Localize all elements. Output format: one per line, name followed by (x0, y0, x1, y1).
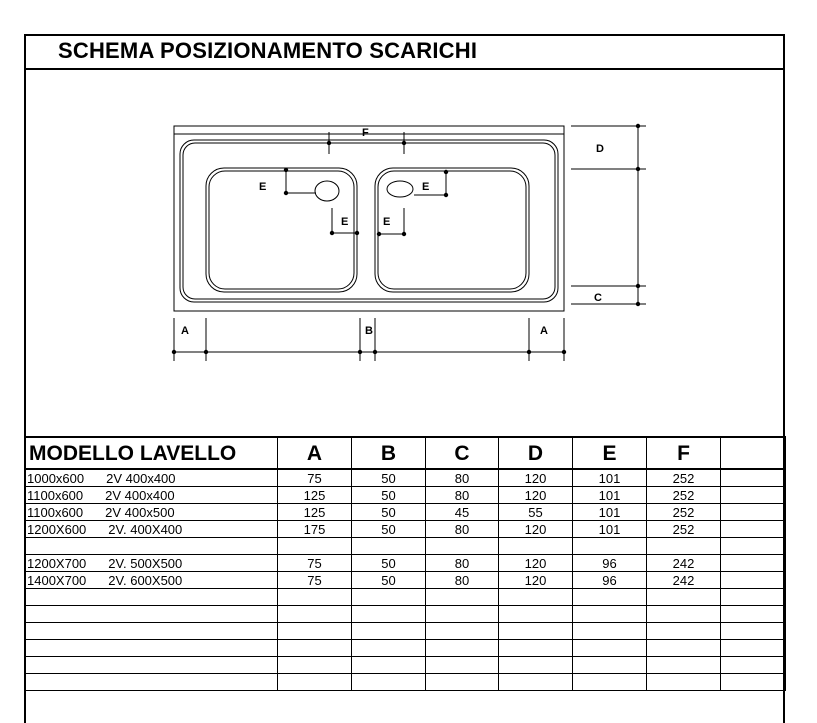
cell-f (647, 606, 721, 623)
cell-b (352, 674, 426, 691)
sink-diagram-svg (26, 68, 783, 434)
model-variant: 2V 400x400 (106, 470, 176, 486)
page-title: SCHEMA POSIZIONAMENTO SCARICHI (58, 38, 478, 63)
cell-c (426, 623, 499, 640)
model-size: 1100x600 (27, 504, 84, 520)
col-header-f: F (647, 437, 721, 469)
cell-a (278, 640, 352, 657)
model-size: 1200X600 (27, 521, 87, 537)
sink-drain-diagram (26, 68, 783, 434)
cell-extra (721, 555, 786, 572)
cell-e (573, 674, 647, 691)
cell-f: 242 (647, 555, 721, 572)
table-row (25, 589, 786, 606)
cell-e (573, 606, 647, 623)
cell-b (352, 589, 426, 606)
cell-d: 55 (499, 504, 573, 521)
cell-d (499, 623, 573, 640)
col-header-c: C (426, 437, 499, 469)
right-drain-hole (387, 181, 413, 197)
cell-extra (721, 606, 786, 623)
cell-b: 50 (352, 555, 426, 572)
cell-a: 75 (278, 572, 352, 589)
table-row (25, 572, 786, 589)
model-variant: 2V 400x500 (105, 504, 175, 520)
cell-f: 252 (647, 521, 721, 538)
cell-extra (721, 674, 786, 691)
table-row (25, 487, 786, 504)
cell-f (647, 538, 721, 555)
cell-e: 101 (573, 504, 647, 521)
table-row (25, 623, 786, 640)
cell-c: 80 (426, 469, 499, 487)
cell-extra (721, 521, 786, 538)
col-header-model: MODELLO LAVELLO (25, 437, 278, 469)
table-row (25, 555, 786, 572)
cell-e (573, 640, 647, 657)
cell-model (25, 555, 278, 572)
cell-c (426, 589, 499, 606)
cell-model (25, 640, 278, 657)
cell-b (352, 538, 426, 555)
dim-label-d: D (596, 143, 604, 155)
col-header-a: A (278, 437, 352, 469)
sink-outline (174, 126, 564, 311)
cell-a (278, 674, 352, 691)
cell-a (278, 606, 352, 623)
cell-c (426, 538, 499, 555)
col-header-extra (721, 437, 786, 469)
model-size: 1100x600 (27, 487, 84, 503)
cell-f: 252 (647, 487, 721, 504)
cell-model (25, 674, 278, 691)
cell-model (25, 487, 278, 504)
cell-a (278, 623, 352, 640)
cell-model (25, 606, 278, 623)
cell-c: 80 (426, 572, 499, 589)
cell-extra (721, 487, 786, 504)
cell-d: 120 (499, 469, 573, 487)
cell-a: 175 (278, 521, 352, 538)
cell-d: 120 (499, 555, 573, 572)
cell-f: 252 (647, 504, 721, 521)
cell-e: 96 (573, 555, 647, 572)
cell-d: 120 (499, 572, 573, 589)
dim-label-e-right-v: E (383, 216, 391, 228)
cell-model (25, 589, 278, 606)
cell-e (573, 589, 647, 606)
drain-position-table (24, 436, 786, 691)
cell-model (25, 623, 278, 640)
cell-f (647, 657, 721, 674)
cell-f: 252 (647, 469, 721, 487)
model-variant: 2V. 500X500 (108, 555, 183, 571)
cell-b: 50 (352, 487, 426, 504)
cell-e: 101 (573, 469, 647, 487)
cell-extra (721, 469, 786, 487)
cell-c (426, 657, 499, 674)
cell-model (25, 572, 278, 589)
cell-c: 80 (426, 521, 499, 538)
cell-extra (721, 589, 786, 606)
dim-label-e-right-h: E (422, 181, 430, 193)
cell-a: 75 (278, 469, 352, 487)
dim-label-e-left-v: E (341, 216, 349, 228)
cell-c: 80 (426, 487, 499, 504)
model-size: 1200X700 (27, 555, 87, 571)
dim-label-a-left: A (181, 325, 189, 337)
cell-d (499, 606, 573, 623)
dim-label-c: C (594, 292, 602, 304)
cell-d (499, 674, 573, 691)
dim-label-a-right: A (540, 325, 548, 337)
cell-extra (721, 538, 786, 555)
cell-model (25, 469, 278, 487)
table-row (25, 469, 786, 487)
model-size: 1400X700 (27, 572, 87, 588)
col-header-e: E (573, 437, 647, 469)
cell-a: 75 (278, 555, 352, 572)
cell-d (499, 640, 573, 657)
cell-a (278, 538, 352, 555)
cell-f (647, 640, 721, 657)
left-bowl (206, 168, 357, 292)
cell-b (352, 606, 426, 623)
cell-a: 125 (278, 504, 352, 521)
cell-b: 50 (352, 504, 426, 521)
col-header-d: D (499, 437, 573, 469)
table-row (25, 657, 786, 674)
table-row (25, 538, 786, 555)
cell-model (25, 657, 278, 674)
cell-f: 242 (647, 572, 721, 589)
title-bar (26, 36, 783, 70)
cell-e: 101 (573, 521, 647, 538)
cell-b (352, 623, 426, 640)
cell-c (426, 640, 499, 657)
left-drain-hole (315, 181, 339, 201)
cell-e (573, 538, 647, 555)
cell-d (499, 657, 573, 674)
cell-c (426, 674, 499, 691)
cell-f (647, 589, 721, 606)
cell-c: 80 (426, 555, 499, 572)
col-header-b: B (352, 437, 426, 469)
cell-b: 50 (352, 521, 426, 538)
cell-b (352, 657, 426, 674)
cell-b: 50 (352, 572, 426, 589)
table-row (25, 521, 786, 538)
cell-f (647, 674, 721, 691)
table-row (25, 504, 786, 521)
cell-b: 50 (352, 469, 426, 487)
cell-model (25, 538, 278, 555)
model-variant: 2V. 600X500 (108, 572, 183, 588)
cell-d (499, 538, 573, 555)
table-row (25, 674, 786, 691)
model-variant: 2V 400x400 (105, 487, 175, 503)
cell-extra (721, 640, 786, 657)
cell-extra (721, 623, 786, 640)
cell-extra (721, 504, 786, 521)
cell-model (25, 504, 278, 521)
cell-a (278, 589, 352, 606)
cell-model (25, 521, 278, 538)
cell-e: 96 (573, 572, 647, 589)
cell-e (573, 623, 647, 640)
cell-c (426, 606, 499, 623)
cell-extra (721, 572, 786, 589)
cell-a (278, 657, 352, 674)
spec-sheet (24, 34, 785, 723)
right-bowl (375, 168, 529, 292)
table-row (25, 640, 786, 657)
dim-label-e-left-h: E (259, 181, 267, 193)
table-body (25, 469, 786, 691)
dim-label-b: B (365, 325, 373, 337)
table-header-row (25, 437, 786, 469)
dim-label-f: F (362, 127, 369, 139)
cell-extra (721, 657, 786, 674)
cell-c: 45 (426, 504, 499, 521)
cell-d (499, 589, 573, 606)
cell-d: 120 (499, 487, 573, 504)
cell-f (647, 623, 721, 640)
model-size: 1000x600 (27, 470, 85, 486)
table-row (25, 606, 786, 623)
cell-e (573, 657, 647, 674)
cell-e: 101 (573, 487, 647, 504)
cell-d: 120 (499, 521, 573, 538)
cell-b (352, 640, 426, 657)
model-variant: 2V. 400X400 (108, 521, 183, 537)
cell-a: 125 (278, 487, 352, 504)
